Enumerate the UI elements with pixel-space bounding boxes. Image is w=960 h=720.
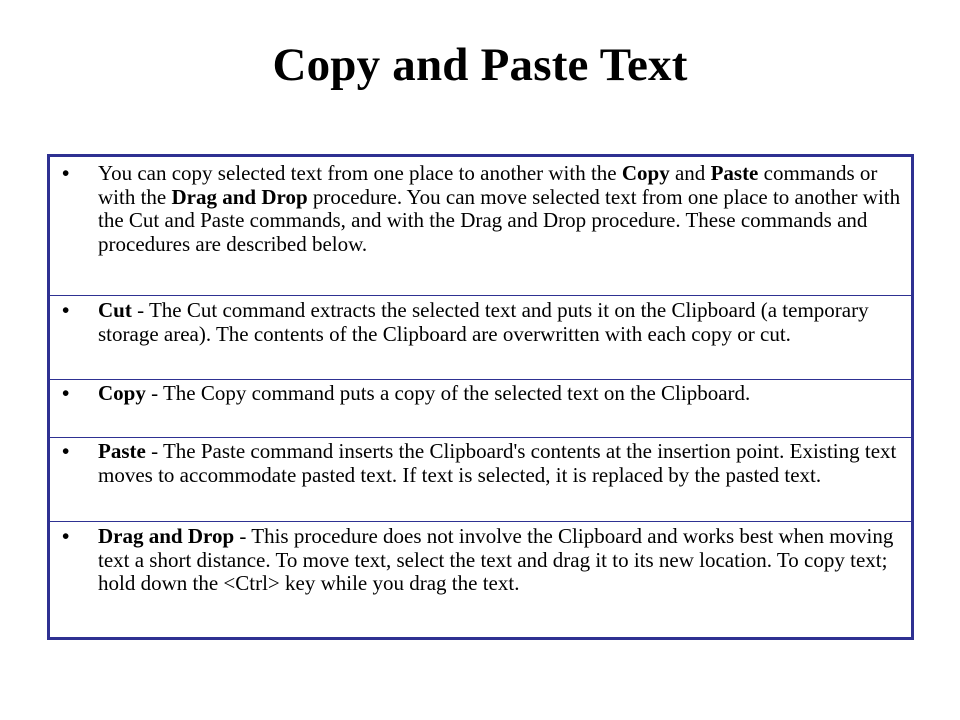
bullet-icon: • xyxy=(62,381,70,405)
slide-title: Copy and Paste Text xyxy=(272,39,688,91)
intro-bold-paste: Paste xyxy=(710,161,759,185)
bullet-item-cut xyxy=(50,295,911,379)
intro-text-part: and xyxy=(669,161,711,185)
term-label: Drag and Drop xyxy=(98,524,235,548)
term-label: Copy xyxy=(98,381,146,405)
term-separator: - xyxy=(131,298,149,322)
intro-text-part: commands or with the xyxy=(98,161,878,209)
term-label: Cut xyxy=(98,298,132,322)
bullet-item-drag-and-drop xyxy=(50,521,911,637)
term-separator: - xyxy=(145,439,163,463)
intro-bold-copy: Copy xyxy=(621,161,670,185)
intro-bold-drag-and-drop: Drag and Drop xyxy=(171,184,308,209)
term-separator: - xyxy=(145,381,163,405)
bullet-list-box xyxy=(47,154,914,640)
intro-text-part: procedure. You can move selected text from one place to another with the Cut and Paste commands, and with the Drag and Drop procedure. These commands and procedures are described below. xyxy=(98,184,901,256)
bullet-icon: • xyxy=(62,298,70,322)
bullet-item-intro xyxy=(50,157,911,295)
term-description: The Cut command extracts the selected text and puts it on the Clipboard (a temporary storage area). The contents of the Clipboard are overwritten with each copy or cut. xyxy=(98,298,869,346)
bullet-item-paste xyxy=(50,437,911,521)
term-description: The Paste command inserts the Clipboard's contents at the insertion point. Existing text moves to accommodate pasted text. If text is selected, it is replaced by the pasted text. xyxy=(98,439,897,487)
term-separator: - xyxy=(234,524,252,548)
term-description: This procedure does not involve the Clipboard and works best when moving text a short distance. To move text, select the text and drag it to its new location. To copy text; hold down the <Ctrl> key while you drag the text. xyxy=(98,524,894,595)
term-description: The Copy command puts a copy of the selected text on the Clipboard. xyxy=(162,381,751,405)
intro-text-part: You can copy selected text from one place to another with the xyxy=(98,161,622,185)
bullet-item-copy xyxy=(50,379,911,437)
term-label: Paste xyxy=(98,439,146,463)
bullet-icon: • xyxy=(62,161,70,185)
bullet-icon: • xyxy=(62,524,70,548)
bullet-icon: • xyxy=(62,439,70,463)
